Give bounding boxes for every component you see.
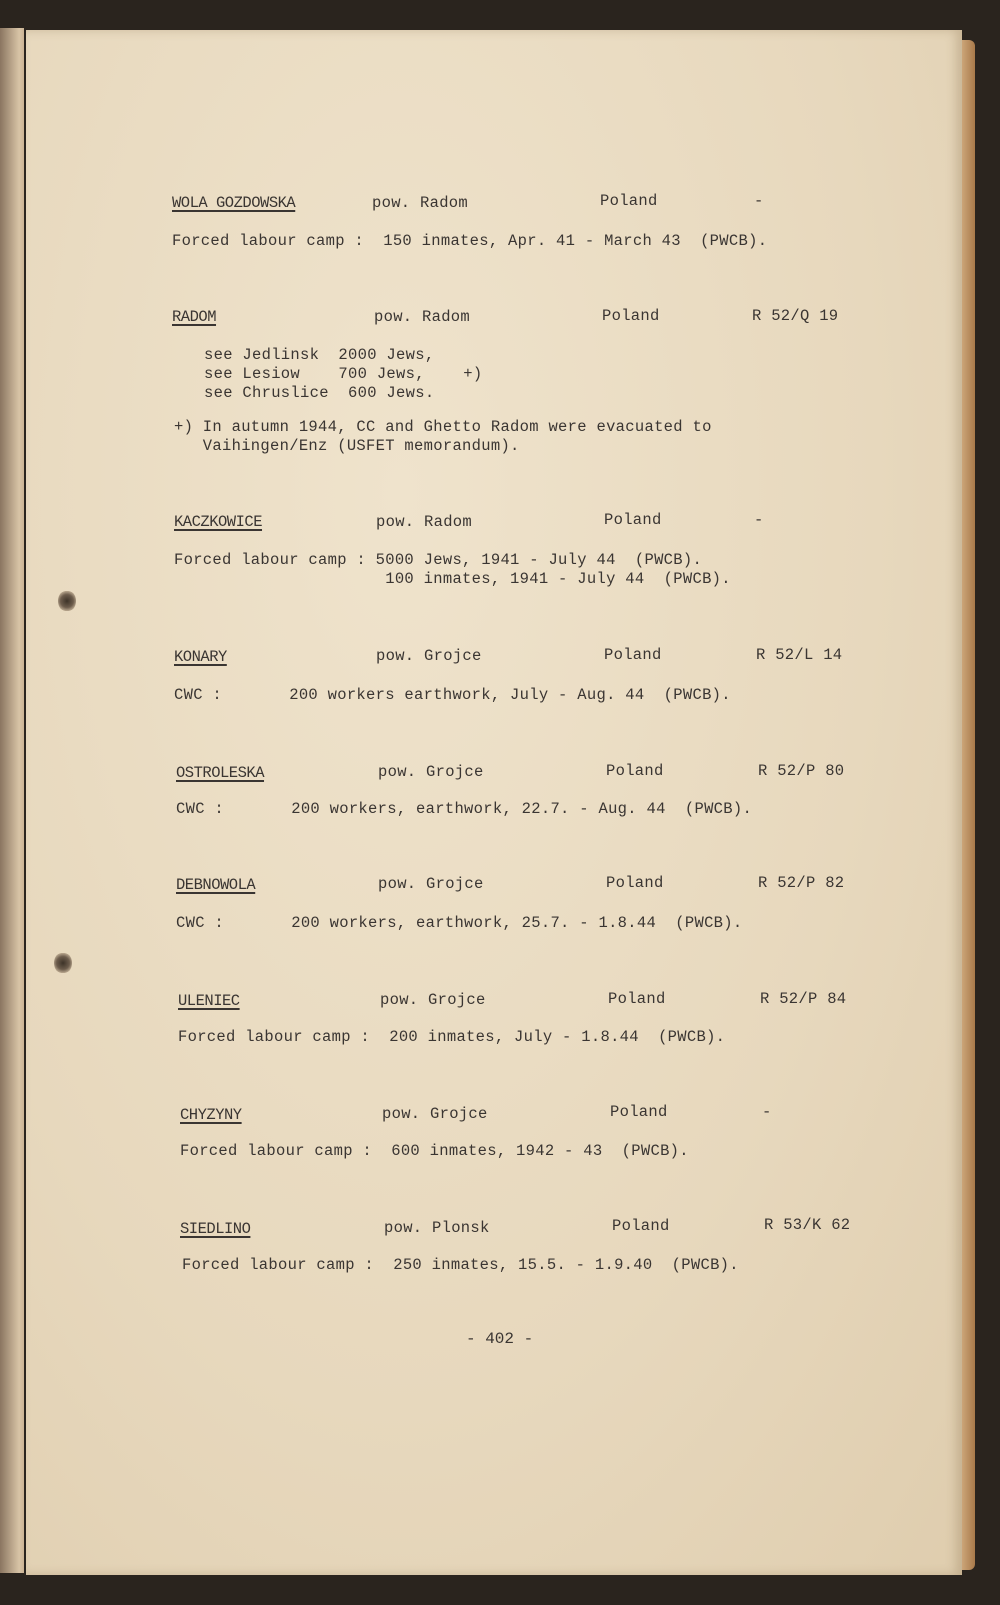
document-page bbox=[26, 30, 962, 1575]
place-name: CHYZYNY bbox=[180, 1106, 242, 1124]
punch-hole bbox=[54, 952, 72, 974]
country: Poland bbox=[604, 646, 662, 664]
reference: R 52/P 84 bbox=[760, 990, 847, 1008]
country: Poland bbox=[600, 192, 658, 210]
entry-line: see Lesiow 700 Jews, +) bbox=[204, 365, 483, 383]
place-name: DEBNOWOLA bbox=[176, 876, 256, 894]
reference: R 52/P 80 bbox=[758, 762, 845, 780]
entry-line: Forced labour camp : 5000 Jews, 1941 - July 44 (PWCB). bbox=[174, 551, 703, 569]
country: Poland bbox=[604, 511, 662, 529]
district: pow. Grojce bbox=[382, 1105, 488, 1123]
reference: R 52/L 14 bbox=[756, 646, 843, 664]
reference: - bbox=[754, 511, 764, 529]
left-page-edge bbox=[0, 28, 24, 1573]
reference: R 52/Q 19 bbox=[752, 307, 839, 325]
district: pow. Radom bbox=[376, 513, 473, 531]
entry-line: 100 inmates, 1941 - July 44 (PWCB). bbox=[174, 570, 731, 588]
country: Poland bbox=[612, 1217, 670, 1235]
district: pow. Grojce bbox=[376, 647, 482, 665]
entry-line: CWC : 200 workers earthwork, July - Aug. 44 (PWCB). bbox=[174, 686, 731, 704]
reference: R 53/K 62 bbox=[764, 1216, 851, 1234]
entry-line: Vaihingen/Enz (USFET memorandum). bbox=[174, 437, 520, 455]
place-name: RADOM bbox=[172, 308, 217, 326]
district: pow. Radom bbox=[372, 194, 469, 212]
district: pow. Grojce bbox=[380, 991, 486, 1009]
punch-hole bbox=[58, 590, 76, 612]
reference: - bbox=[754, 192, 764, 210]
district: pow. Grojce bbox=[378, 875, 484, 893]
district: pow. Radom bbox=[374, 308, 471, 326]
entry-line: Forced labour camp : 200 inmates, July - 1.8.44 (PWCB). bbox=[178, 1028, 726, 1046]
entry-line: CWC : 200 workers, earthwork, 25.7. - 1.8.44 (PWCB). bbox=[176, 914, 743, 932]
country: Poland bbox=[608, 990, 666, 1008]
district: pow. Plonsk bbox=[384, 1219, 490, 1237]
entry-line: +) In autumn 1944, CC and Ghetto Radom were evacuated to bbox=[174, 418, 712, 436]
entry-line: see Chruslice 600 Jews. bbox=[204, 384, 435, 402]
reference: R 52/P 82 bbox=[758, 874, 845, 892]
place-name: WOLA GOZDOWSKA bbox=[172, 194, 296, 212]
district: pow. Grojce bbox=[378, 763, 484, 781]
place-name: OSTROLESKA bbox=[176, 764, 265, 782]
country: Poland bbox=[606, 874, 664, 892]
country: Poland bbox=[610, 1103, 668, 1121]
entry-line: CWC : 200 workers, earthwork, 22.7. - Aug. 44 (PWCB). bbox=[176, 800, 753, 818]
entry-line: Forced labour camp : 150 inmates, Apr. 41 - March 43 (PWCB). bbox=[172, 232, 768, 250]
entry-line: Forced labour camp : 250 inmates, 15.5. - 1.9.40 (PWCB). bbox=[182, 1256, 739, 1274]
country: Poland bbox=[602, 307, 660, 325]
place-name: KONARY bbox=[174, 648, 227, 666]
page-number: - 402 - bbox=[466, 1330, 534, 1348]
place-name: KACZKOWICE bbox=[174, 513, 263, 531]
place-name: ULENIEC bbox=[178, 992, 240, 1010]
entry-line: see Jedlinsk 2000 Jews, bbox=[204, 346, 435, 364]
reference: - bbox=[762, 1103, 772, 1121]
entry-line: Forced labour camp : 600 inmates, 1942 - 43 (PWCB). bbox=[180, 1142, 689, 1160]
place-name: SIEDLINO bbox=[180, 1220, 251, 1238]
country: Poland bbox=[606, 762, 664, 780]
